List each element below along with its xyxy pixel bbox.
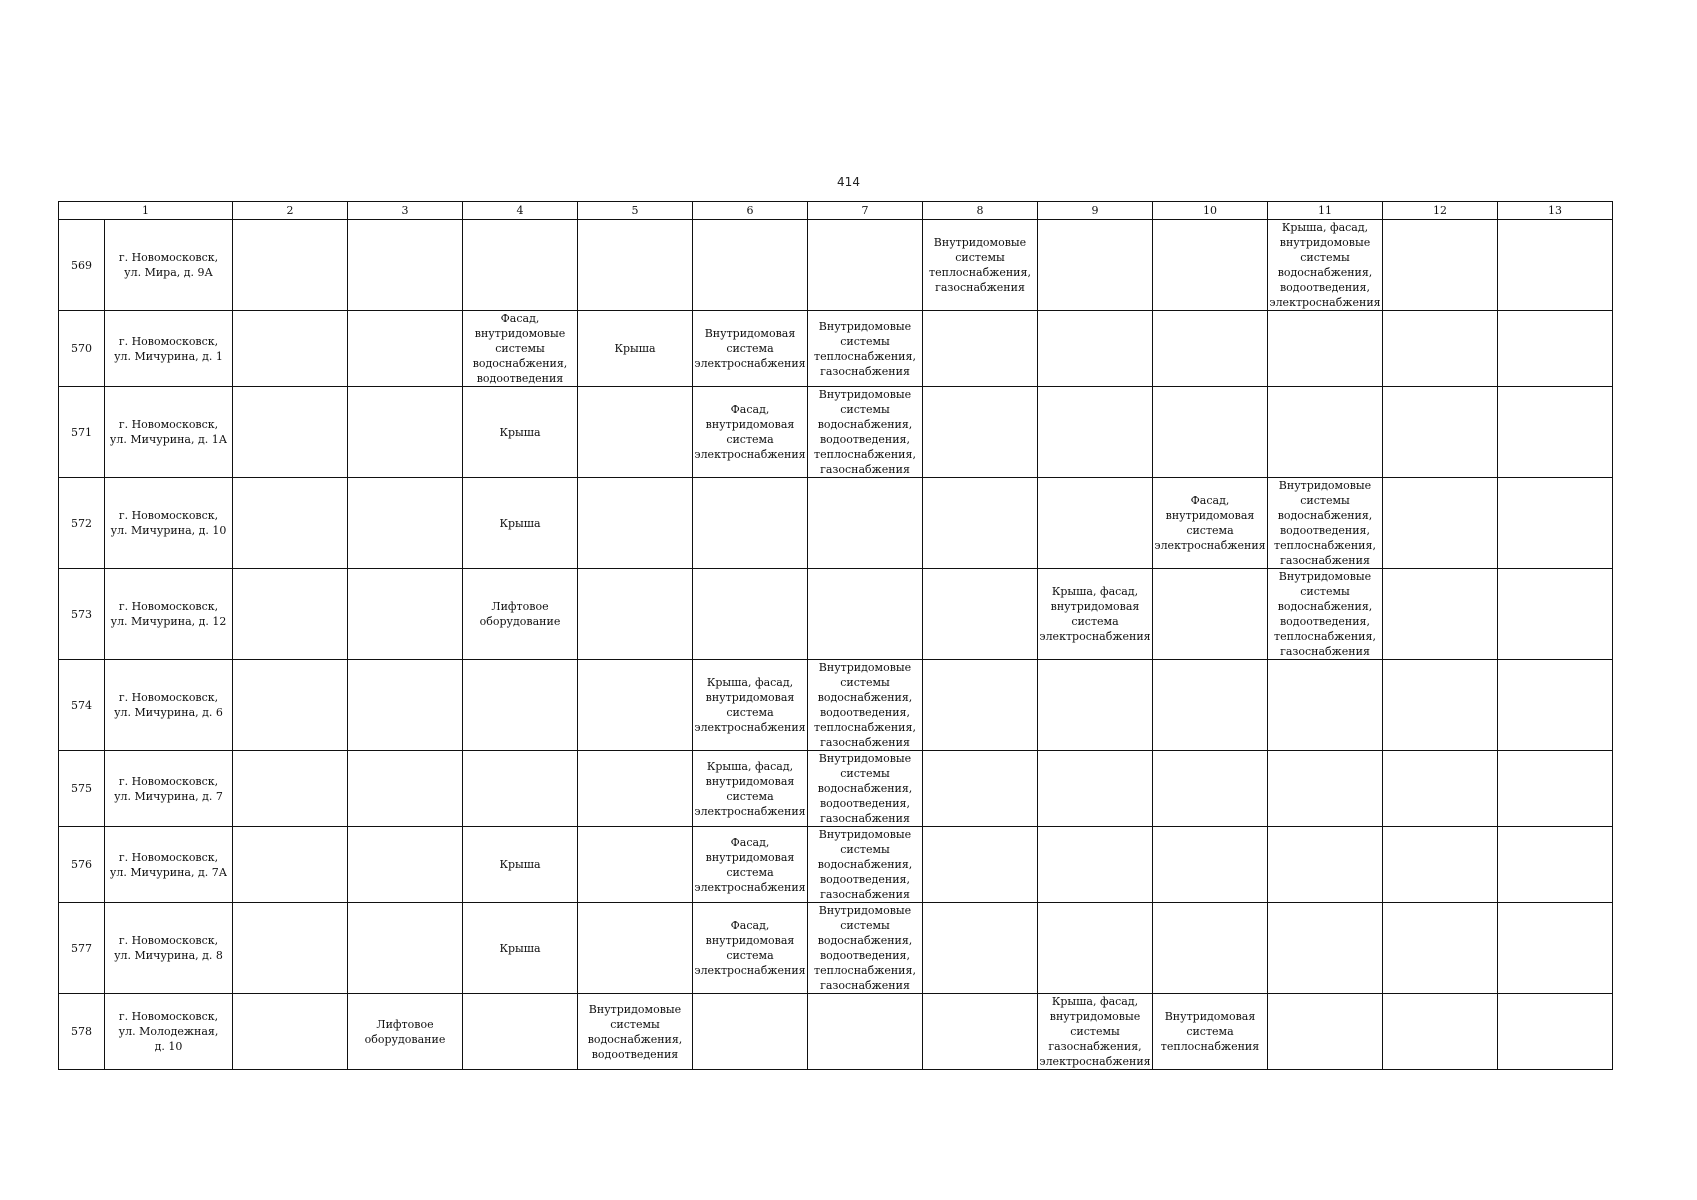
table-cell [1498,311,1613,387]
table-cell: Крыша [578,311,693,387]
table-cell [693,220,808,311]
table-cell [578,660,693,751]
table-cell [1268,387,1383,478]
table-body [59,220,1613,1070]
table-cell [578,903,693,994]
row-number-cell: 577 [59,903,105,994]
table-cell [1498,751,1613,827]
table-row [59,660,1613,751]
table-cell [1153,751,1268,827]
table-row [59,569,1613,660]
table-cell [1383,387,1498,478]
table-cell [233,387,348,478]
table-cell: Крыша [463,827,578,903]
table-cell [1498,903,1613,994]
table-cell [1038,903,1153,994]
table-cell [923,903,1038,994]
table-cell [693,994,808,1070]
address-cell: г. Новомосковск, ул. Мичурина, д. 7А [105,827,233,903]
table-cell [578,387,693,478]
column-header: 11 [1268,202,1383,220]
table-cell: Внутридомовые системы водоснабжения, водоотведения, теплоснабжения, газоснабжения [808,903,923,994]
table-cell [1383,827,1498,903]
table-cell [348,903,463,994]
table-cell [463,220,578,311]
table-row [59,827,1613,903]
table-cell [1153,311,1268,387]
table-cell [233,751,348,827]
table-cell [233,220,348,311]
table-cell [1268,311,1383,387]
table-cell [578,569,693,660]
table-cell [578,751,693,827]
column-header: 2 [233,202,348,220]
table-cell [808,994,923,1070]
table-cell [923,311,1038,387]
table-cell [348,220,463,311]
table-cell [463,994,578,1070]
table-cell: Внутридомовые системы водоснабжения, водоотведения, теплоснабжения, газоснабжения [808,660,923,751]
column-header: 9 [1038,202,1153,220]
table-cell [923,751,1038,827]
column-header: 7 [808,202,923,220]
column-header: 8 [923,202,1038,220]
table-cell [923,660,1038,751]
row-number-cell: 578 [59,994,105,1070]
table-cell [463,660,578,751]
table-cell [1383,751,1498,827]
table-cell [808,569,923,660]
table-row [59,903,1613,994]
table-cell [463,751,578,827]
table-cell [578,220,693,311]
table-cell: Внутридомовые системы водоснабжения, водоотведения, газоснабжения [808,827,923,903]
table-cell [1268,751,1383,827]
table-cell [1268,660,1383,751]
table-cell [1038,311,1153,387]
table-cell [1383,994,1498,1070]
row-number-cell: 569 [59,220,105,311]
table-cell: Внутридомовые системы водоснабжения, водоотведения [578,994,693,1070]
column-header: 6 [693,202,808,220]
table-cell: Фасад, внутридомовая система электроснабжения [1153,478,1268,569]
table-cell [348,660,463,751]
data-table [58,201,1613,1070]
address-cell: г. Новомосковск, ул. Мичурина, д. 10 [105,478,233,569]
row-number-cell: 576 [59,827,105,903]
table-cell: Фасад, внутридомовая система электроснабжения [693,903,808,994]
table-row [59,994,1613,1070]
address-cell: г. Новомосковск, ул. Мичурина, д. 7 [105,751,233,827]
row-number-cell: 573 [59,569,105,660]
table-cell [1498,569,1613,660]
table-cell: Лифтовое оборудование [348,994,463,1070]
table-cell [1153,569,1268,660]
table-cell [1268,994,1383,1070]
table-cell [348,751,463,827]
address-cell: г. Новомосковск, ул. Мичурина, д. 1 [105,311,233,387]
table-cell: Внутридомовые системы водоснабжения, водоотведения, теплоснабжения, газоснабжения [1268,569,1383,660]
table-cell: Внутридомовые системы теплоснабжения, газоснабжения [923,220,1038,311]
address-cell: г. Новомосковск, ул. Мичурина, д. 8 [105,903,233,994]
table-cell [923,569,1038,660]
table-cell [923,478,1038,569]
column-header: 12 [1383,202,1498,220]
table-cell: Крыша [463,478,578,569]
table-cell: Внутридомовые системы теплоснабжения, газоснабжения [808,311,923,387]
row-number-cell: 570 [59,311,105,387]
table-cell [1498,994,1613,1070]
column-header: 5 [578,202,693,220]
table-cell [1038,478,1153,569]
table-cell [348,478,463,569]
table-cell [1498,220,1613,311]
table-row [59,478,1613,569]
table-cell [1383,311,1498,387]
table-cell [923,994,1038,1070]
table-cell: Внутридомовая система теплоснабжения [1153,994,1268,1070]
table-cell: Крыша, фасад, внутридомовая система электроснабжения [693,660,808,751]
table-cell [1268,903,1383,994]
page-number: 414 [837,175,860,189]
table-cell [923,387,1038,478]
table-cell [348,569,463,660]
column-header: 10 [1153,202,1268,220]
table-cell [1498,478,1613,569]
table-row [59,220,1613,311]
table-cell [693,478,808,569]
table-cell: Внутридомовые системы водоснабжения, водоотведения, теплоснабжения, газоснабжения [1268,478,1383,569]
table-cell: Крыша, фасад, внутридомовые системы газоснабжения, электроснабжения [1039,995,1151,1068]
table-cell [1153,387,1268,478]
column-header: 13 [1498,202,1613,220]
table-cell [1383,569,1498,660]
table-cell [1153,660,1268,751]
row-number-cell: 571 [59,387,105,478]
table-cell: Крыша, фасад, внутридомовые системы водоснабжения, водоотведения, электроснабжения [1269,221,1381,309]
column-header: 4 [463,202,578,220]
table-cell: Крыша, фасад, внутридомовая система электроснабжения [693,751,808,827]
row-number-cell: 574 [59,660,105,751]
table-cell [233,994,348,1070]
table-row [59,387,1613,478]
table-cell [1498,660,1613,751]
address-cell: г. Новомосковск, ул. Молодежная, д. 10 [105,994,233,1070]
table-cell [1383,220,1498,311]
table-cell [1268,827,1383,903]
table-cell [233,660,348,751]
table-cell [578,478,693,569]
table-cell [1153,903,1268,994]
address-cell: г. Новомосковск, ул. Мичурина, д. 12 [105,569,233,660]
row-number-cell: 572 [59,478,105,569]
table-cell [233,478,348,569]
table-cell [1038,387,1153,478]
table-cell [233,311,348,387]
table-row [59,751,1613,827]
table-cell [693,569,808,660]
table-cell: Фасад, внутридомовая система электроснабжения [693,827,808,903]
table-header [59,202,1613,220]
table-cell [1498,827,1613,903]
table-cell [348,387,463,478]
table-cell: Внутридомовые системы водоснабжения, водоотведения, теплоснабжения, газоснабжения [808,387,923,478]
table-cell: Фасад, внутридомовая система электроснабжения [693,387,808,478]
table-cell [808,478,923,569]
row-number-cell: 575 [59,751,105,827]
address-cell: г. Новомосковск, ул. Мира, д. 9А [105,220,233,311]
table-cell [233,903,348,994]
header-row [59,202,1613,220]
table-cell [1153,220,1268,311]
table-cell: Внутридомовая система электроснабжения [693,311,808,387]
table-cell [1383,903,1498,994]
table-cell [1038,751,1153,827]
table-cell [233,827,348,903]
table-cell [1153,827,1268,903]
address-cell: г. Новомосковск, ул. Мичурина, д. 6 [105,660,233,751]
column-header: 3 [348,202,463,220]
table-cell: Лифтовое оборудование [463,569,578,660]
table-cell [348,827,463,903]
table-cell: Крыша, фасад, внутридомовая система электроснабжения [1038,569,1153,660]
table-cell [923,827,1038,903]
table-cell: Внутридомовые системы водоснабжения, водоотведения, газоснабжения [808,751,923,827]
table-cell: Фасад, внутридомовые системы водоснабжения, водоотведения [463,311,578,387]
table-cell: Крыша [463,387,578,478]
table-cell [1038,827,1153,903]
column-header: 1 [59,202,233,220]
table-cell [808,220,923,311]
table-row [59,311,1613,387]
table-cell [578,827,693,903]
table-cell [233,569,348,660]
table-cell [1038,220,1153,311]
table-cell [1498,387,1613,478]
table-cell [1383,478,1498,569]
address-cell: г. Новомосковск, ул. Мичурина, д. 1А [105,387,233,478]
table-cell [1038,660,1153,751]
table-cell [348,311,463,387]
table-cell [1383,660,1498,751]
table-cell: Крыша [463,903,578,994]
